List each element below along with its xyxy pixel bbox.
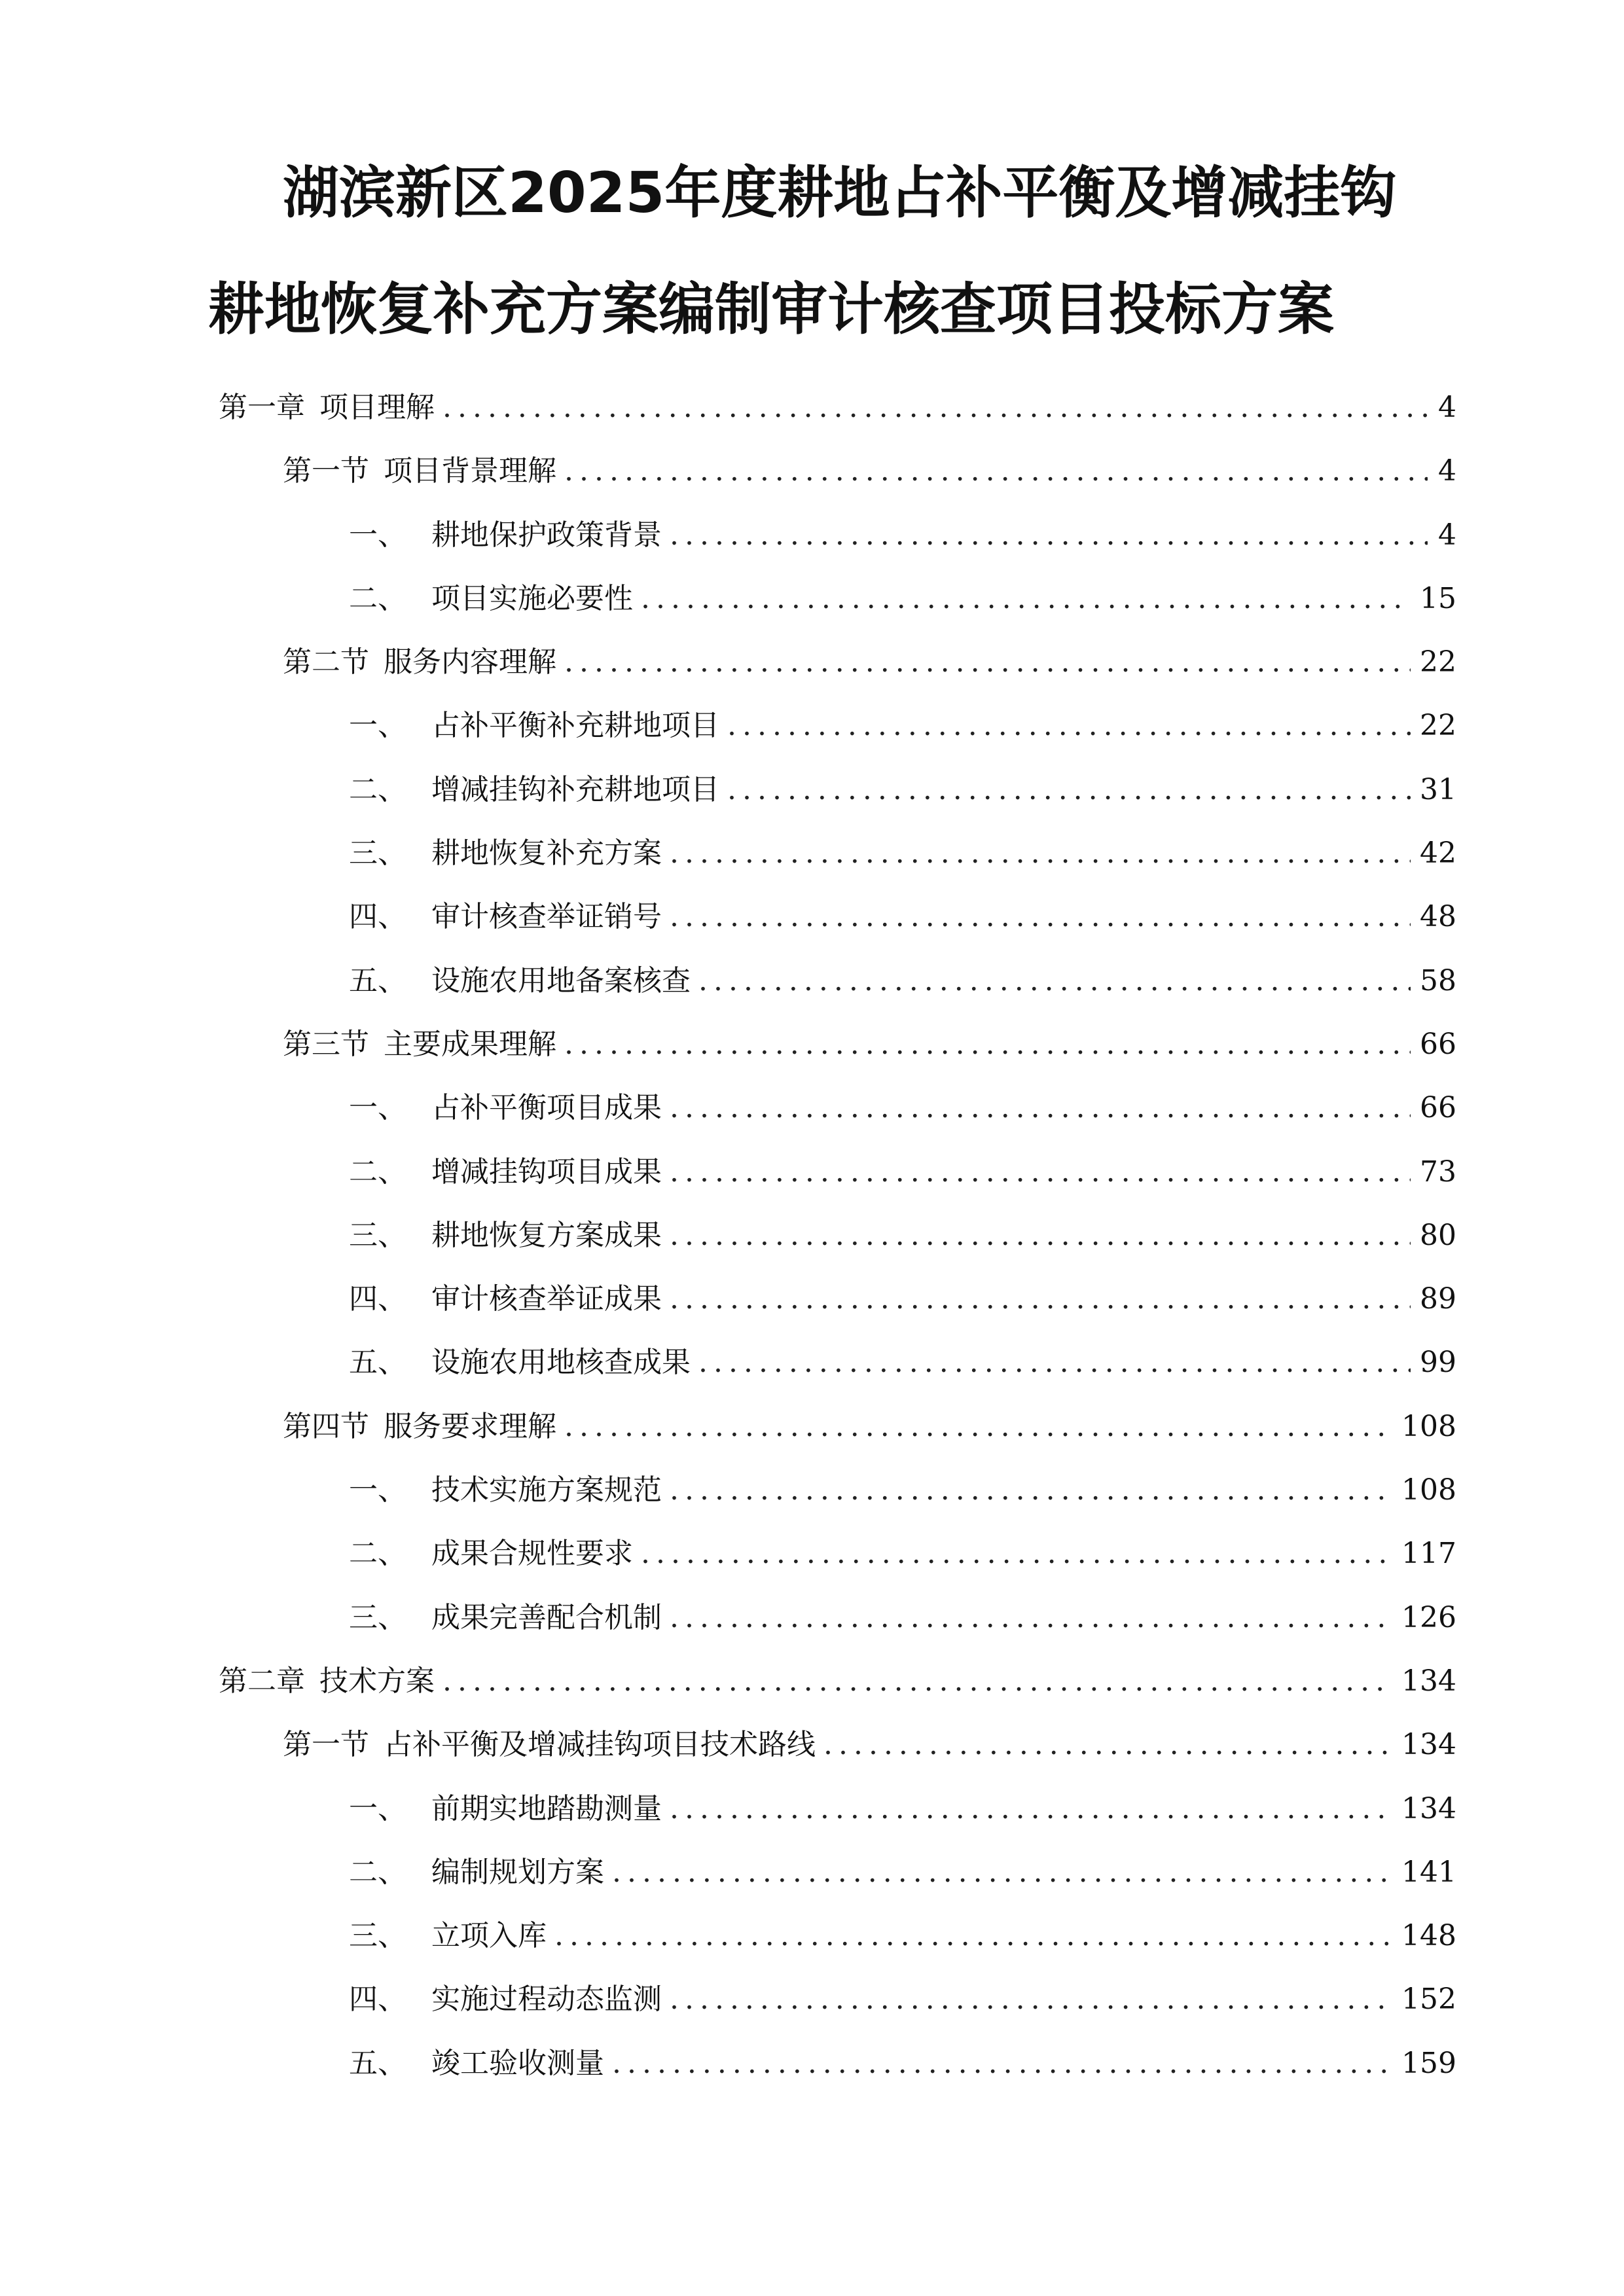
toc-entry[interactable]: [0, 1586, 1624, 1649]
toc-page-number: 22: [1420, 709, 1456, 743]
toc-entry-title: 项目实施必要性: [431, 581, 633, 615]
toc-entry-title: 审计核查举证销号: [431, 900, 662, 934]
toc-entry-number: 第一节: [283, 454, 369, 488]
toc-entry-title: 占补平衡补充耕地项目: [431, 709, 719, 743]
toc-entry[interactable]: [0, 1267, 1624, 1331]
document-title-line-1: 湖滨新区2025年度耕地占补平衡及增减挂钩: [283, 160, 1397, 226]
toc-entry-title: 增减挂钩项目成果: [431, 1155, 662, 1189]
toc-dot-leader: [670, 1777, 1392, 1840]
toc-page-number: 31: [1420, 772, 1456, 806]
toc-page-number: 108: [1401, 1473, 1456, 1507]
toc-page-number: 126: [1401, 1600, 1456, 1634]
toc-entry-title: 编制规划方案: [431, 1855, 604, 1889]
toc-entry-title: 成果合规性要求: [431, 1537, 633, 1571]
toc-entry-number: 第二章: [219, 1664, 305, 1698]
toc-entry-title: 审计核查举证成果: [431, 1282, 662, 1316]
toc-dot-leader: [670, 1967, 1392, 2031]
toc-entry-title: 耕地保护政策背景: [431, 518, 662, 552]
toc-entry-number: 第二节: [283, 645, 369, 679]
toc-page-number: 148: [1401, 1919, 1456, 1953]
toc-dot-leader: [698, 1331, 1411, 1394]
toc-dot-leader: [727, 694, 1411, 757]
toc-entry-title: 耕地恢复补充方案: [431, 836, 662, 870]
toc-dot-leader: [670, 885, 1411, 948]
toc-entry[interactable]: [0, 376, 1624, 439]
toc-page-number: 117: [1401, 1537, 1456, 1571]
toc-entry[interactable]: [0, 1713, 1624, 1776]
toc-page-number: 4: [1438, 518, 1456, 552]
toc-entry[interactable]: [0, 1458, 1624, 1522]
toc-dot-leader: [823, 1713, 1392, 1776]
toc-entry-number: 二、: [349, 1855, 406, 1889]
toc-page-number: 99: [1420, 1346, 1456, 1380]
toc-entry[interactable]: [0, 567, 1624, 630]
toc-dot-leader: [612, 2032, 1392, 2095]
toc-entry-title: 设施农用地核查成果: [431, 1346, 691, 1380]
toc-entry[interactable]: [0, 1967, 1624, 2031]
toc-page-number: 134: [1401, 1664, 1456, 1698]
toc-entry-number: 一、: [349, 1091, 406, 1125]
toc-page-number: 141: [1401, 1855, 1456, 1889]
toc-entry[interactable]: [0, 1140, 1624, 1204]
toc-entry[interactable]: [0, 1904, 1624, 1967]
toc-dot-leader: [612, 1840, 1392, 1904]
toc-page-number: 108: [1401, 1409, 1456, 1443]
toc-dot-leader: [670, 1204, 1411, 1267]
toc-entry-title: 技术方案: [319, 1664, 435, 1698]
toc-entry-number: 第四节: [283, 1409, 369, 1443]
toc-entry-title: 立项入库: [431, 1919, 547, 1953]
toc-dot-leader: [641, 567, 1411, 630]
toc-entry-number: 四、: [349, 1982, 406, 2017]
toc-dot-leader: [641, 1522, 1392, 1585]
toc-entry-number: 一、: [349, 518, 406, 552]
toc-entry-title: 服务内容理解: [384, 645, 556, 679]
toc-entry[interactable]: [0, 821, 1624, 885]
toc-dot-leader: [670, 503, 1428, 567]
toc-entry[interactable]: [0, 1013, 1624, 1076]
toc-page-number: 4: [1438, 454, 1456, 488]
toc-entry-title: 前期实地踏勘测量: [431, 1791, 662, 1825]
toc-page-number: 73: [1420, 1155, 1456, 1189]
toc-dot-leader: [670, 1140, 1411, 1204]
toc-entry-number: 一、: [349, 1791, 406, 1825]
toc-entry[interactable]: [0, 503, 1624, 567]
toc-entry[interactable]: [0, 2032, 1624, 2095]
toc-entry-title: 成果完善配合机制: [431, 1600, 662, 1634]
toc-page-number: 80: [1420, 1218, 1456, 1252]
toc-entry[interactable]: [0, 1331, 1624, 1394]
toc-entry[interactable]: [0, 758, 1624, 821]
toc-entry-number: 第三节: [283, 1027, 369, 1061]
toc-dot-leader: [670, 1458, 1392, 1522]
toc-page-number: 66: [1420, 1091, 1456, 1125]
toc-entry-number: 一、: [349, 709, 406, 743]
toc-entry-number: 五、: [349, 2046, 406, 2080]
toc-entry-title: 增减挂钩补充耕地项目: [431, 772, 719, 806]
toc-dot-leader: [727, 758, 1411, 821]
toc-entry-title: 占补平衡及增减挂钩项目技术路线: [384, 1728, 816, 1762]
toc-dot-leader: [564, 1013, 1411, 1076]
toc-entry-number: 四、: [349, 900, 406, 934]
toc-entry-title: 技术实施方案规范: [431, 1473, 662, 1507]
toc-entry-number: 第一节: [283, 1728, 369, 1762]
toc-entry-number: 一、: [349, 1473, 406, 1507]
toc-entry-number: 二、: [349, 1155, 406, 1189]
toc-entry[interactable]: [0, 694, 1624, 757]
toc-dot-leader: [670, 1267, 1411, 1331]
toc-dot-leader: [554, 1904, 1392, 1967]
toc-page-number: 134: [1401, 1791, 1456, 1825]
toc-entry[interactable]: [0, 439, 1624, 503]
toc-entry-number: 五、: [349, 963, 406, 997]
toc-page-number: 159: [1401, 2046, 1456, 2080]
toc-entry-number: 三、: [349, 1600, 406, 1634]
toc-entry-title: 服务要求理解: [384, 1409, 556, 1443]
toc-dot-leader: [564, 1395, 1392, 1458]
toc-page-number: 152: [1401, 1982, 1456, 2017]
toc-entry-number: 三、: [349, 836, 406, 870]
toc-entry-number: 三、: [349, 1919, 406, 1953]
toc-entry[interactable]: [0, 1522, 1624, 1585]
toc-entry-title: 耕地恢复方案成果: [431, 1218, 662, 1252]
toc-entry[interactable]: [0, 630, 1624, 694]
toc-entry[interactable]: [0, 949, 1624, 1013]
toc-page-number: 22: [1420, 645, 1456, 679]
toc-entry-title: 项目背景理解: [384, 454, 556, 488]
toc-entry-title: 实施过程动态监测: [431, 1982, 662, 2017]
toc-entry[interactable]: [0, 1649, 1624, 1713]
toc-page-number: 89: [1420, 1282, 1456, 1316]
toc-page-number: 66: [1420, 1027, 1456, 1061]
toc-entry-number: 第一章: [219, 391, 305, 424]
toc-entry-title: 主要成果理解: [384, 1027, 556, 1061]
toc-entry-number: 三、: [349, 1218, 406, 1252]
toc-page-number: 134: [1401, 1728, 1456, 1762]
toc-entry-title: 项目理解: [319, 391, 435, 424]
toc-entry-number: 四、: [349, 1282, 406, 1316]
toc-page-number: 4: [1438, 391, 1456, 424]
toc-page-number: 48: [1420, 900, 1456, 934]
toc-entry[interactable]: [0, 1777, 1624, 1840]
toc-entry-number: 五、: [349, 1346, 406, 1380]
document-title-line-2: 耕地恢复补充方案编制审计核查项目投标方案: [208, 277, 1334, 342]
toc-entry-title: 占补平衡项目成果: [431, 1091, 662, 1125]
toc-dot-leader: [564, 439, 1428, 503]
toc-entry-number: 二、: [349, 772, 406, 806]
toc-dot-leader: [442, 376, 1428, 439]
toc-entry[interactable]: [0, 1076, 1624, 1139]
toc-entry-number: 二、: [349, 1537, 406, 1571]
toc-dot-leader: [564, 630, 1411, 694]
toc-dot-leader: [442, 1649, 1392, 1713]
toc-page-number: 58: [1420, 963, 1456, 997]
toc-entry-title: 设施农用地备案核查: [431, 963, 691, 997]
toc-entry-title: 竣工验收测量: [431, 2046, 604, 2080]
toc-page-number: 15: [1420, 581, 1456, 615]
toc-entry[interactable]: [0, 885, 1624, 948]
toc-dot-leader: [698, 949, 1411, 1013]
toc-entry[interactable]: [0, 1204, 1624, 1267]
table-of-contents: [0, 376, 1624, 2095]
toc-page-number: 42: [1420, 836, 1456, 870]
toc-dot-leader: [670, 1076, 1411, 1139]
toc-entry-number: 二、: [349, 581, 406, 615]
toc-entry[interactable]: [0, 1840, 1624, 1904]
toc-dot-leader: [670, 821, 1411, 885]
toc-entry[interactable]: [0, 1395, 1624, 1458]
toc-dot-leader: [670, 1586, 1392, 1649]
